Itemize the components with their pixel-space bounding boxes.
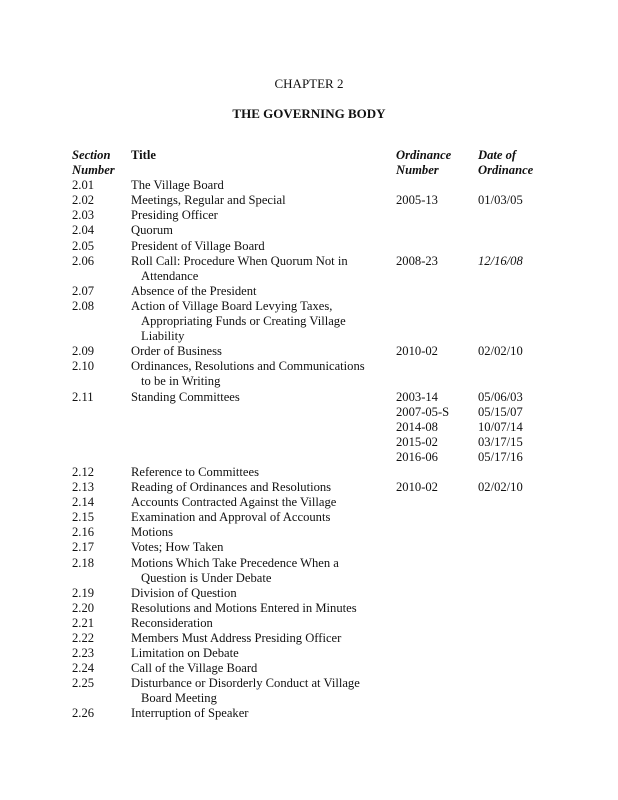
section-title-line: Division of Question: [131, 585, 237, 600]
ordinance-number: [396, 616, 478, 631]
ordinance-number-value: 2008-23: [396, 253, 438, 268]
table-row: [72, 208, 552, 223]
section-number: 2.07: [72, 283, 95, 298]
sections-table: [72, 148, 552, 722]
header-date-of-ordinance: [478, 148, 558, 178]
section-number: 2.03: [72, 208, 95, 223]
section-title-line: Attendance: [141, 268, 199, 283]
section-number: 2.23: [72, 646, 95, 661]
ordinance-date-value: 05/06/03: [478, 389, 523, 404]
table-row: [72, 480, 552, 495]
ordinance-number-value: 2016-06: [396, 449, 438, 464]
table-row: [72, 525, 552, 540]
ordinance-date: [478, 178, 558, 193]
header-ordinance-number: [396, 148, 478, 178]
ordinance-number: [396, 646, 478, 661]
ordinance-date: [478, 208, 558, 223]
table-row: [72, 616, 552, 631]
ordinance-number: [396, 556, 478, 586]
section-number: 2.06: [72, 253, 95, 268]
header-title: Title: [131, 148, 156, 162]
section-title-line: Action of Village Board Levying Taxes,: [131, 298, 333, 313]
section-title: [131, 208, 396, 223]
section-title: [131, 284, 396, 299]
table-row: [72, 254, 552, 284]
section-title: [131, 706, 396, 721]
section-title: [131, 299, 396, 344]
ordinance-number: [396, 254, 478, 284]
ordinance-number: [396, 208, 478, 223]
section-title-line: Interruption of Speaker: [131, 706, 249, 721]
table-row: [72, 223, 552, 238]
table-header: [72, 148, 552, 178]
section-title: [131, 510, 396, 525]
section-number: 2.13: [72, 480, 95, 495]
ordinance-date: [478, 510, 558, 525]
ordinance-number: [396, 706, 478, 721]
section-title: [131, 344, 396, 359]
section-title-line: to be in Writing: [141, 374, 221, 389]
ordinance-date: [478, 601, 558, 616]
ordinance-number: [396, 631, 478, 646]
table-row: [72, 193, 552, 208]
section-title-line: The Village Board: [131, 178, 224, 193]
section-title-line: Disturbance or Disorderly Conduct at Village: [131, 676, 360, 691]
ordinance-number: [396, 390, 478, 465]
table-row: [72, 359, 552, 389]
section-title-line: Call of the Village Board: [131, 661, 258, 676]
ordinance-date-value: 01/03/05: [478, 193, 523, 208]
section-number: 2.14: [72, 495, 95, 510]
section-title-line: Question is Under Debate: [141, 570, 272, 585]
ordinance-number: [396, 510, 478, 525]
table-row: [72, 390, 552, 465]
section-title-line: Motions: [131, 525, 173, 540]
ordinance-date-value: 12/16/08: [478, 253, 523, 268]
section-title: [131, 390, 396, 465]
ordinance-date: [478, 390, 558, 465]
section-number: 2.08: [72, 298, 95, 313]
header-section-number: [72, 148, 131, 178]
section-number: 2.21: [72, 615, 95, 630]
ordinance-number: [396, 601, 478, 616]
section-number: 2.16: [72, 525, 95, 540]
ordinance-date-value: 05/17/16: [478, 449, 523, 464]
section-title: [131, 540, 396, 555]
ordinance-date: [478, 525, 558, 540]
table-row: [72, 495, 552, 510]
ordinance-number: [396, 178, 478, 193]
ordinance-number: [396, 540, 478, 555]
ordinance-date: [478, 344, 558, 359]
section-number: 2.20: [72, 600, 95, 615]
section-number: 2.17: [72, 540, 95, 555]
header-text: Ordinance: [478, 163, 534, 178]
section-number: 2.10: [72, 359, 95, 374]
section-title-line: Board Meeting: [141, 691, 217, 706]
section-title: [131, 586, 396, 601]
ordinance-date: [478, 495, 558, 510]
section-title: [131, 465, 396, 480]
section-title: [131, 661, 396, 676]
section-number: 2.26: [72, 706, 95, 721]
section-title: [131, 254, 396, 284]
ordinance-number: [396, 284, 478, 299]
section-title-line: Resolutions and Motions Entered in Minutes: [131, 600, 357, 615]
ordinance-number: [396, 344, 478, 359]
section-title-line: Votes; How Taken: [131, 540, 224, 555]
section-title-line: Accounts Contracted Against the Village: [131, 495, 337, 510]
ordinance-date: [478, 480, 558, 495]
section-title-line: Reconsideration: [131, 615, 213, 630]
section-title-line: Motions Which Take Precedence When a: [131, 555, 339, 570]
table-row: [72, 646, 552, 661]
ordinance-number: [396, 239, 478, 254]
ordinance-number: [396, 661, 478, 676]
header-text: Date of: [478, 148, 517, 162]
section-number: 2.22: [72, 631, 95, 645]
ordinance-date: [478, 193, 558, 208]
section-title: [131, 676, 396, 706]
chapter-label: CHAPTER 2: [274, 76, 344, 91]
table-row: [72, 510, 552, 525]
header-text: Section: [72, 148, 111, 162]
section-number: 2.01: [72, 178, 95, 193]
header-text: Number: [396, 163, 439, 178]
section-title: [131, 223, 396, 238]
ordinance-number: [396, 465, 478, 480]
section-title: [131, 631, 396, 646]
ordinance-date: [478, 284, 558, 299]
ordinance-date: [478, 540, 558, 555]
ordinance-date: [478, 616, 558, 631]
table-row: [72, 601, 552, 616]
section-title: [131, 646, 396, 661]
ordinance-date: [478, 239, 558, 254]
section-title-line: Reference to Committees: [131, 464, 259, 479]
section-title-line: Quorum: [131, 223, 173, 238]
section-title: [131, 556, 396, 586]
ordinance-date: [478, 223, 558, 238]
section-title: [131, 601, 396, 616]
section-title-line: Reading of Ordinances and Resolutions: [131, 480, 332, 495]
page-title: THE GOVERNING BODY: [232, 106, 386, 121]
ordinance-date-value: 02/02/10: [478, 344, 523, 359]
section-title-line: Roll Call: Procedure When Quorum Not in: [131, 253, 348, 268]
ordinance-number-value: 2010-02: [396, 344, 438, 359]
ordinance-number-value: 2007-05-S: [396, 404, 450, 419]
section-number: 2.15: [72, 510, 95, 525]
ordinance-number: [396, 495, 478, 510]
table-row: [72, 178, 552, 193]
section-number: 2.11: [72, 389, 94, 404]
ordinance-number-value: 2014-08: [396, 419, 438, 434]
ordinance-number-value: 2010-02: [396, 480, 438, 495]
table-row: [72, 284, 552, 299]
section-number: 2.18: [72, 555, 95, 570]
ordinance-number: [396, 193, 478, 208]
ordinance-date: [478, 706, 558, 721]
section-title-line: Appropriating Funds or Creating Village: [141, 314, 346, 329]
ordinance-number: [396, 223, 478, 238]
section-title-line: Meetings, Regular and Special: [131, 193, 286, 208]
ordinance-number-value: 2003-14: [396, 389, 438, 404]
section-title: [131, 359, 396, 389]
table-row: [72, 239, 552, 254]
section-number: 2.25: [72, 676, 95, 691]
section-title-line: Absence of the President: [131, 283, 257, 298]
ordinance-date: [478, 359, 558, 389]
ordinance-date-value: 10/07/14: [478, 419, 523, 434]
ordinance-number: [396, 676, 478, 706]
section-number: 2.05: [72, 238, 95, 253]
table-body: [72, 178, 552, 721]
ordinance-date: [478, 661, 558, 676]
section-title-line: Examination and Approval of Accounts: [131, 510, 331, 525]
section-title: [131, 480, 396, 495]
section-title-line: President of Village Board: [131, 238, 265, 253]
table-row: [72, 465, 552, 480]
ordinance-number: [396, 586, 478, 601]
ordinance-number: [396, 359, 478, 389]
ordinance-number: [396, 299, 478, 344]
section-number: 2.12: [72, 464, 95, 479]
ordinance-number: [396, 480, 478, 495]
table-row: [72, 556, 552, 586]
table-row: [72, 706, 552, 721]
section-title-line: Members Must Address Presiding Officer: [131, 631, 342, 645]
ordinance-number-value: 2005-13: [396, 193, 438, 208]
ordinance-number: [396, 525, 478, 540]
ordinance-date: [478, 299, 558, 344]
table-row: [72, 344, 552, 359]
section-title: [131, 178, 396, 193]
section-number: 2.24: [72, 661, 95, 676]
ordinance-date-value: 05/15/07: [478, 404, 523, 419]
section-title: [131, 616, 396, 631]
ordinance-date-value: 02/02/10: [478, 480, 523, 495]
table-row: [72, 299, 552, 344]
section-title: [131, 495, 396, 510]
ordinance-date: [478, 556, 558, 586]
section-title-line: Limitation on Debate: [131, 646, 239, 661]
ordinance-date: [478, 254, 558, 284]
table-row: [72, 661, 552, 676]
section-title-line: Presiding Officer: [131, 208, 218, 223]
section-title: [131, 193, 396, 208]
section-title-line: Ordinances, Resolutions and Communications: [131, 359, 365, 374]
ordinance-date: [478, 631, 558, 646]
ordinance-date: [478, 646, 558, 661]
header-text: Ordinance: [396, 148, 452, 162]
section-title-line: Standing Committees: [131, 389, 240, 404]
ordinance-date: [478, 465, 558, 480]
section-number: 2.02: [72, 193, 95, 208]
table-row: [72, 676, 552, 706]
section-title-line: Order of Business: [131, 344, 222, 359]
ordinance-date-value: 03/17/15: [478, 434, 523, 449]
table-row: [72, 586, 552, 601]
section-number: 2.04: [72, 223, 95, 238]
table-row: [72, 631, 552, 646]
header-text: Number: [72, 163, 115, 178]
table-row: [72, 540, 552, 555]
section-title: [131, 239, 396, 254]
section-number: 2.19: [72, 585, 95, 600]
ordinance-date: [478, 676, 558, 706]
section-number: 2.09: [72, 344, 95, 359]
ordinance-date: [478, 586, 558, 601]
section-title: [131, 525, 396, 540]
section-title-line: Liability: [141, 329, 185, 344]
ordinance-number-value: 2015-02: [396, 434, 438, 449]
